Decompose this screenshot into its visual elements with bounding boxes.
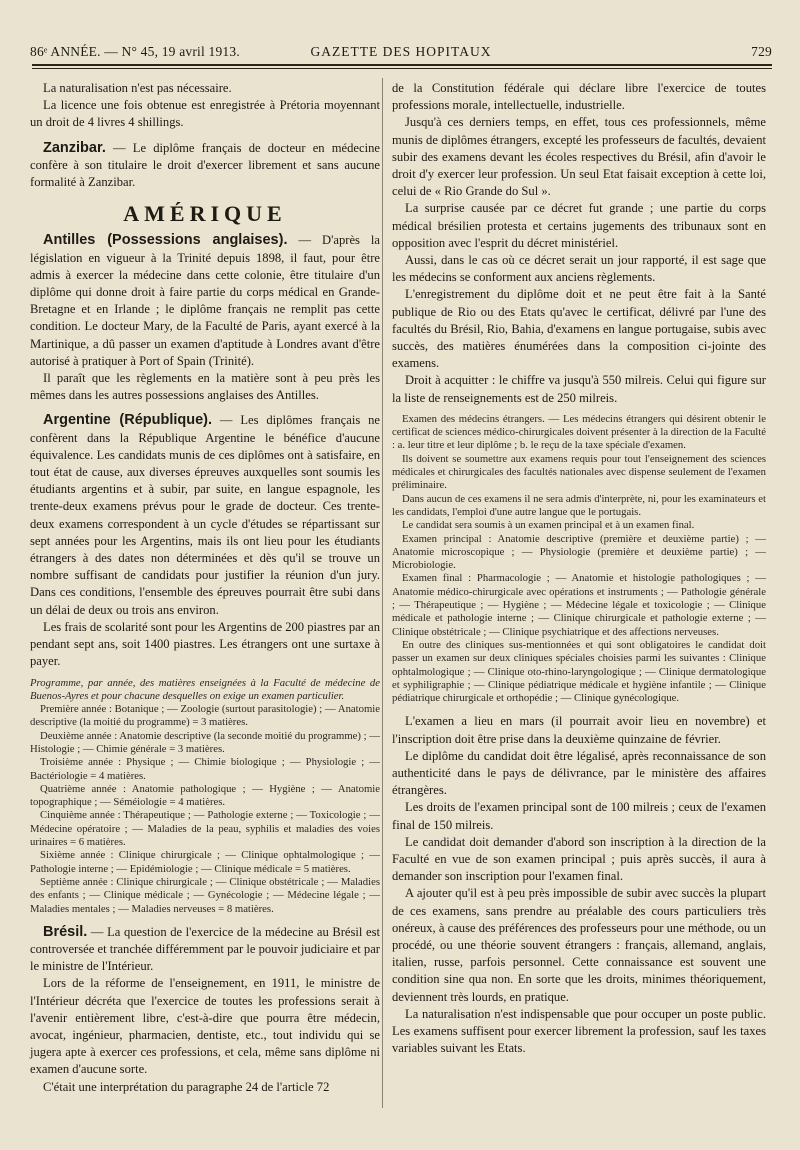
- bresil-paragraph: [30, 924, 380, 976]
- regulation-paragraph: Examen des médecins étrangers. — Les médecins étrangers qui désirent obtenir le certificat de sciences médico-chirurgicales doivent présenter à la direction de la Faculté : a. leur titre et leur diplôme ; b. le reçu de la taxe spéciale d'examen.: [392, 412, 766, 452]
- paragraph: Les droits de l'examen principal sont de 100 milreis ; ceux de l'examen final de 150 milreis.: [392, 800, 766, 832]
- section-text: — La question de l'exercice de la médecine au Brésil est controversée et tranchée différemment par le pouvoir judiciaire et par le ministre de l'Intérieur.: [30, 924, 380, 974]
- programme-year: Sixième année : Clinique chirurgicale ; — Clinique ophtalmologique ; — Pathologie interne ; — Epidémiologie ; — Clinique médicale = 5 matières.: [30, 849, 380, 875]
- programme-block: [30, 677, 380, 916]
- programme-year: Quatrième année : Anatomie pathologique ; — Hygiène ; — Anatomie topographique ; — Séméiologie = 4 matières.: [30, 782, 380, 809]
- paragraph: La naturalisation n'est indispensable que pour occuper un poste public. Les examens suffisent pour exercer librement la profession, sauf les taxes variables suivant les Etats.: [392, 1006, 766, 1056]
- section-text: — Le diplôme français de docteur en médecine confère à son titulaire le droit d'exercer librement et sans aucune formalité à Zanzibar.: [30, 140, 380, 190]
- region-heading: AMÉRIQUE: [123, 201, 287, 227]
- section-title-argentine: Argentine (République).: [43, 412, 213, 429]
- regulation-paragraph: En outre des cliniques sus-mentionnées et qui sont obligatoires le candidat doit passer un examen sur deux cliniques spéciales choisies parmi les suivantes : Clinique ophtalmologique ; — Clinique oto-rhino-laryngologique ; — Clinique dermatologique et syphiligraphie ; — Clinique pédiatrique médicale et hygiène infantile ; — Clinique pédiatrique chirurgicale et orthopédie ; — Clinique gynécologique.: [392, 638, 766, 705]
- programme-year: Septième année : Clinique chirurgicale ; — Clinique obstétricale ; — Maladies des enfants ; — Clinique médicale ; — Gynécologie ; — Médecine légale ; — Maladies mentales ; — Maladies nerveuses = 8 matières.: [30, 875, 380, 915]
- paragraph: La surprise causée par ce décret fut grande ; une partie du corps médical brésilien protesta et certains jugements des tribunaux sont en opposition avec l'esprit du décret ministériel.: [392, 201, 766, 250]
- paragraph: Jusqu'à ces derniers temps, en effet, tous ces professionnels, même munis de diplômes étrangers, excepté les professeurs de facultés, devaient subir des examens devant les écoles respectives du Brésil, afin d'avoir le droit d'y exercer leur profession. Un seul Etat faisait exception à cette loi, celui de « Rio Grande do Sul ».: [392, 115, 766, 199]
- paragraph: L'examen a lieu en mars (il pourrait avoir lieu en novembre) et l'inscription doit être prise dans la deuxième quinzaine de février.: [392, 714, 766, 746]
- right-column: [392, 80, 766, 1057]
- journal-title: GAZETTE DES HOPITAUX: [310, 44, 492, 59]
- paragraph: Lors de la réforme de l'enseignement, en 1911, le ministre de l'Intérieur décréta que l'exercice de toutes les professions serait à l'avenir entièrement libre, c'est-à-dire que pourra être médecin, avocat, ingénieur, pharmacien, dentiste, etc., tout individu qui se jugera apte à exercer ces professions, et cela, même sans diplôme ni examen d'aucune sorte.: [30, 976, 380, 1077]
- paragraph: L'enregistrement du diplôme doit et ne peut être fait à la Santé publique de Rio ou des Etats qu'avec le certificat, délivré par l'une des facultés du Brésil, Rio, Bahia, d'examens en langue portugaise, subis avec succès, des matières énumérées dans la composition ci-jointe des examens.: [392, 287, 766, 371]
- paragraph: Il paraît que les règlements en la matière sont à peu près les mêmes dans les autres possessions anglaises des Antilles.: [30, 371, 380, 403]
- regulation-paragraph: Examen principal : Anatomie descriptive (première et deuxième partie) ; — Anatomie microscopique ; — Physiologie (première et deuxième partie) ; — Microbiologie.: [392, 532, 766, 572]
- issue-info: 86ᵉ ANNÉE. — N° 45, 19 avril 1913.: [30, 44, 240, 59]
- section-title-antilles: Antilles (Possessions anglaises).: [43, 232, 288, 249]
- programme-year: Deuxième année : Anatomie descriptive (la seconde moitié du programme) ; — Histologie ; — Chimie générale = 3 matières.: [30, 729, 380, 755]
- paragraph: Le diplôme du candidat doit être légalisé, après reconnaissance de son authenticité dans le pays de délivrance, par le ministère des affaires étrangères.: [392, 748, 766, 798]
- argentine-paragraph: [30, 412, 380, 618]
- programme-year: Première année : Botanique ; — Zoologie (surtout parasitologie) ; — Anatomie descriptive (la moitié du programme) = 3 matières.: [30, 703, 380, 729]
- regulation-paragraph: Ils doivent se soumettre aux examens requis pour tout l'enseignement des sciences médicales et chirurgicales des facultés nationales avec dispense seulement de l'examen préliminaire.: [392, 452, 766, 492]
- section-text: — Les diplômes français ne confèrent dans la République Argentine le bénéfice d'aucune équivalence. Les candidats munis de ces diplômes ont à satisfaire, en tout état de cause, aux diverses épreuves auxquelles sont soumis les étudiants argentins et à subir, par suite, en langue espagnole, les trente-deux examens prévus pour le grade de docteur. Ces trente-deux examens correspondent à un cycle d'études se répartissant sur sept années pour les Argentins, mais ils ont lieu pour les étudiants étrangers à des dates non déterminées et dès qu'il se trouve un nombre suffisant de candidats pour justifier la réunion d'un jury. Dans ces conditions, l'ensemble des épreuves pourrait être subi dans un délai de deux ou trois ans environ.: [30, 413, 380, 617]
- paragraph: de la Constitution fédérale qui déclare libre l'exercice de toutes professions morale, intellectuelle, industrielle.: [392, 81, 766, 113]
- paragraph: Droit à acquitter : le chiffre va jusqu'à 550 milreis. Celui qui figure sur la liste de renseignements est de 250 milreis.: [392, 373, 766, 405]
- paragraph: A ajouter qu'il est à peu près impossible de subir avec succès la plupart de ces examens, sans prendre au préalable des cours particuliers très onéreux, à cause des préférences des professeurs pour une méthode, ou un procédé, ou une théorie souvent étrangers : français, allemand, anglais, italien, russe, parfois personnel. Cette connaissance est souvent une condition sine qua non. En sorte que les droits, minimes théoriquement, deviennent très lourds, en pratique.: [392, 886, 766, 1004]
- regulation-paragraph: Le candidat sera soumis à un examen principal et à un examen final.: [402, 519, 695, 532]
- section-text: — D'après la législation en vigueur à la Trinité depuis 1898, il faut, pour être admis à exercer la médecine dans cette colonie, être titulaire d'un diplôme qui donne droit à faire partie du corps médical en Grande-Bretagne et en Irlande ; le diplôme français ne remplit pas cette condition. Le docteur Mary, de la Faculté de Paris, ayant exercé à la Martinique, a dû passer un examen d'aptitude à Londres avant d'être autorisé à pratiquer à Port of Spain (Trinité).: [30, 233, 380, 368]
- page-header: [30, 40, 772, 62]
- left-column: [30, 80, 380, 1096]
- header-rule: [32, 64, 772, 66]
- exam-regulations-block: [392, 413, 766, 706]
- paragraph: C'était une interprétation du paragraphe 24 de l'article 72: [43, 1079, 330, 1094]
- programme-year: Troisième année : Physique ; — Chimie biologique ; — Physiologie ; — Bactériologie = 4 matières.: [30, 756, 380, 782]
- regulation-paragraph: Examen final : Pharmacologie ; — Anatomie et histologie pathologiques ; — Anatomie médico-chirurgicale avec opérations et instruments ; — Pathologie générale ; — Thérapeutique ; — Hygiène ; — Médecine légale et toxicologie ; — Clinique médicale et pathologie interne ; — Clinique chirurgicale et pathologie externe ; — Clinique obstétricale ; — Clinique psychiatrique et des affections nerveuses.: [392, 572, 766, 638]
- zanzibar-paragraph: [30, 140, 380, 192]
- paragraph: La licence une fois obtenue est enregistrée à Prétoria moyennant un droit de 4 livres 4 shillings.: [30, 98, 380, 130]
- header-rule-thin: [32, 68, 772, 69]
- paragraph: Le candidat doit demander d'abord son inscription à la direction de la Faculté en vue de son examen principal ; puis après succès, il aura à demander son inscription pour l'examen final.: [392, 834, 766, 884]
- regulation-paragraph: Dans aucun de ces examens il ne sera admis d'interprète, ni, pour les examinateurs et les candidats, l'emploi d'une autre langue que le portugais.: [392, 492, 766, 518]
- antilles-paragraph: [30, 232, 380, 370]
- paragraph: La naturalisation n'est pas nécessaire.: [43, 81, 232, 95]
- programme-year: Cinquième année : Thérapeutique ; — Pathologie externe ; — Toxicologie ; — Médecine opératoire ; — Maladies de la peau, syphilis et maladies des voies urinaires = 6 matières.: [30, 809, 380, 849]
- paragraph: Les frais de scolarité sont pour les Argentins de 200 piastres par an pendant sept ans, soit 1400 piastres. Les étrangers ont une surtaxe à payer.: [30, 619, 380, 669]
- column-divider: [382, 78, 383, 1108]
- section-title-bresil: Brésil.: [43, 923, 88, 940]
- section-title-zanzibar: Zanzibar.: [43, 139, 106, 156]
- programme-title: Programme, par année, des matières enseignées à la Faculté de médecine de Buenos-Ayres et pour chacune desquelles on exige un examen particulier.: [30, 676, 380, 702]
- paragraph: Aussi, dans le cas où ce décret serait un jour rapporté, il est sage que les médecins se conforment aux anciens règlements.: [392, 253, 766, 285]
- page-number: 729: [751, 44, 772, 59]
